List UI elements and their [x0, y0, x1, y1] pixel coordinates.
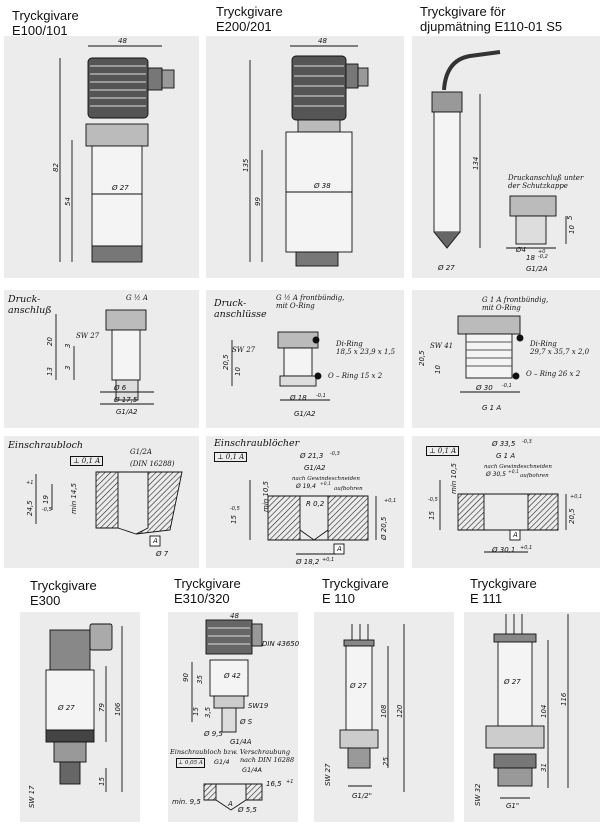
hole-c-d205-tol: +0,1: [570, 494, 583, 500]
e310-dia95: Ø 9,5: [204, 730, 223, 738]
connection-b-d205: 20,5: [222, 354, 230, 370]
hole-b-dia205: Ø 20,5: [380, 516, 388, 540]
e310-thread: G1/4A: [230, 738, 252, 746]
hole-b-note: nach Gewindeschneiden: [292, 476, 360, 482]
hole-a-d19-tol: -0,5: [42, 507, 52, 513]
connection-b-sw: SW 27: [232, 346, 256, 354]
hole-a-d245-tol: +1: [26, 480, 34, 486]
e310-thread2: G1/4: [214, 758, 230, 766]
e200-dim-total: 135: [242, 158, 250, 172]
e310-d35: 35: [196, 675, 204, 684]
e110-d25: 25: [382, 757, 390, 766]
connection-c-sw: SW 41: [430, 342, 454, 350]
hole-b-dmin105: min 10,5: [262, 480, 270, 512]
hole-c-d15: 15: [428, 511, 436, 520]
e310-d35b: 3,5: [204, 706, 212, 718]
e110-01-dim-d4: Ø4: [516, 246, 526, 254]
hole-c-dia335-tol: -0,3: [522, 439, 532, 445]
e310-title: Tryckgivare E310/320: [174, 576, 241, 606]
e110-01-dim-dia: Ø 27: [438, 264, 455, 272]
connection-a-d3b: 3: [64, 365, 72, 370]
e111-d116: 116: [560, 692, 568, 706]
connection-b-dia18: Ø 18: [290, 394, 307, 402]
hole-c-tol: ⊥ 0,1 A: [426, 446, 459, 456]
hole-c-d15-tol: -0,5: [428, 497, 438, 503]
hole-b-dia213: Ø 21,3: [300, 452, 324, 460]
hole-a-dmin145: min 14,5: [70, 482, 78, 514]
connection-b-dia18-tol: -0,1: [316, 393, 326, 399]
e111-thread: G1": [506, 802, 520, 810]
e200-drawing: [250, 46, 368, 266]
e310-tol: ⊥ 0,05 A: [178, 760, 203, 766]
e300-d15: 15: [98, 777, 106, 786]
e200-dim-dia: Ø 38: [314, 182, 331, 190]
e110-title: Tryckgivare E 110: [322, 576, 389, 606]
hole-b-aufbohren: aufbohren: [334, 486, 363, 492]
e110-dia27: Ø 27: [350, 682, 367, 690]
hole-c-dia301-tol: +0,1: [520, 545, 533, 551]
connection-b-drawing: [232, 332, 330, 400]
e110-thread: G1/2": [352, 792, 372, 800]
connection-c-d10: 10: [434, 365, 442, 374]
hole-a-d19: 19: [42, 495, 50, 504]
hole-b-dia182-tol: +0,1: [322, 557, 335, 563]
e200-dim-width: 48: [318, 37, 327, 45]
connection-b-d10: 10: [234, 367, 242, 376]
connection-a-thread-top: G ½ A: [126, 294, 148, 302]
connection-c-thread: G 1 A: [482, 404, 502, 412]
e300-dia27: Ø 27: [58, 704, 75, 712]
e110-d120: 120: [396, 704, 404, 718]
hole-b-dia182: Ø 18,2: [296, 558, 320, 566]
connection-c-di-ring: Di-Ring 29,7 x 35,7 x 2,0: [530, 340, 590, 356]
e310-din2: nach DIN 16288: [240, 756, 295, 764]
connection-c-dia30-tol: -0,1: [502, 383, 512, 389]
e110-01-dim-len: 134: [472, 156, 480, 170]
connection-c-o-ring: O – Ring 26 x 2: [526, 370, 581, 378]
e310-dias: Ø S: [240, 718, 253, 726]
hole-c-datum: A: [513, 531, 518, 539]
e100-drawing: [60, 46, 174, 262]
e310-thread3: G1/4A: [242, 766, 262, 774]
connection-b-thread: G1/A2: [294, 410, 316, 418]
e200-title: Tryckgivare E200/201: [216, 4, 283, 34]
e310-datum: A: [228, 800, 233, 808]
hole-b-r02: R 0,2: [306, 500, 325, 508]
hole-a-dia7: Ø 7: [156, 550, 169, 558]
e310-d165: 16,5: [266, 780, 282, 788]
e100-dim-mid: 54: [64, 197, 72, 206]
hole-b-thread: G1/A2: [304, 464, 326, 472]
connection-a-d13: 13: [46, 367, 54, 376]
e300-sw: SW 17: [28, 785, 36, 808]
e110-01-dim-10: 10: [568, 225, 576, 234]
e110-d108: 108: [380, 704, 388, 718]
e111-d104: 104: [540, 704, 548, 718]
hole-c-dia305: Ø 30,5: [486, 471, 506, 478]
connection-a-heading: Druck- anschluß: [8, 294, 52, 316]
hole-b-d15: 15: [230, 515, 238, 524]
e310-d48: 48: [230, 612, 239, 620]
hole-b-datum: A: [337, 545, 342, 553]
connection-c-d205: 20,5: [418, 350, 426, 366]
e100-dim-dia: Ø 27: [112, 184, 129, 192]
connection-c-dia30: Ø 30: [476, 384, 493, 392]
e310-d165-tol: +1: [286, 779, 294, 785]
hole-b-dia205-tol: +0,1: [384, 498, 397, 504]
hole-c-dia305-tol: +0,1: [508, 470, 519, 475]
e110-drawing: [340, 624, 404, 792]
hole-b-dia194: Ø 19,4: [296, 483, 316, 490]
e111-drawing: [486, 614, 568, 798]
hole-b-heading: Einschraublöcher: [214, 438, 300, 449]
hole-a-drawing: [36, 472, 182, 546]
e310-dia42: Ø 42: [224, 672, 241, 680]
hole-b-dia194-tol: +0,1: [320, 482, 331, 487]
e110-01-drawing: [432, 52, 566, 248]
hole-b-tol: ⊥ 0,1 A: [214, 452, 247, 462]
e310-caption: Einschraubloch bzw. Verschraubung: [170, 748, 290, 756]
connection-a-d20: 20: [46, 337, 54, 346]
hole-c-d205: 20,5: [568, 508, 576, 524]
connection-a-thread: G1/A2: [116, 408, 138, 416]
e310-dia55: Ø 5,5: [238, 806, 257, 814]
hole-a-thread: G1/2A: [130, 448, 152, 456]
e111-title: Tryckgivare E 111: [470, 576, 537, 606]
e110-01-dim-5: 5: [566, 215, 574, 220]
connection-c-thread-top: G 1 A frontbündig, mit O-Ring: [482, 296, 549, 312]
e310-drawing: [192, 620, 262, 810]
hole-c-dia335: Ø 33,5: [492, 440, 516, 448]
e310-dmin95: min. 9,5: [172, 798, 201, 806]
connection-a-dia6: Ø 6: [114, 384, 127, 392]
hole-b-d15-tol: -0,5: [230, 506, 240, 512]
connection-b-di-ring: Di-Ring 18,5 x 23,9 x 1,5: [336, 340, 396, 356]
e110-01-note: Druckanschluß unter der Schutzkappe: [508, 174, 584, 190]
hole-a-heading: Einschraubloch: [8, 440, 84, 451]
hole-a-tol: ⊥ 0,1 A: [70, 456, 103, 466]
e300-d106: 106: [114, 702, 122, 716]
e111-dia27: Ø 27: [504, 678, 521, 686]
e100-dim-width: 48: [118, 37, 127, 45]
hole-a-datum: A: [153, 537, 158, 545]
connection-b-heading: Druck- anschlüsse: [214, 298, 267, 320]
e110-01-dim-18-tol: +0 -0,2: [538, 249, 548, 260]
e100-title: Tryckgivare E100/101: [12, 8, 79, 38]
e310-sw: SW19: [248, 702, 269, 710]
hole-c-note: nach Gewindeschneiden: [484, 464, 552, 470]
hole-c-thread: G 1 A: [496, 452, 516, 460]
connection-b-thread-top: G ½ A frontbündig, mit O-Ring: [276, 294, 345, 310]
hole-c-aufbohren: aufbohren: [520, 473, 549, 479]
e111-d31: 31: [540, 763, 548, 772]
connection-a-d3a: 3: [64, 343, 72, 348]
e111-sw: SW 32: [474, 783, 482, 806]
connection-a-sw: SW 27: [76, 332, 100, 340]
e300-title: Tryckgivare E300: [30, 578, 97, 608]
e100-dim-total: 82: [52, 163, 60, 172]
e310-din: DIN 43650: [262, 640, 300, 648]
e110-01-title: Tryckgivare för djupmätning E110-01 S5: [420, 4, 563, 34]
e110-01-dim-18: 18: [526, 254, 535, 262]
e110-sw: SW 27: [324, 763, 332, 786]
hole-a-d245: 24,5: [26, 500, 34, 516]
e310-d15: 15: [192, 707, 200, 716]
connection-b-o-ring: O – Ring 15 x 2: [328, 372, 383, 380]
hole-a-din: (DIN 16288): [130, 460, 175, 468]
hole-b-dia213-tol: -0,3: [330, 451, 340, 457]
e200-dim-mid: 99: [254, 197, 262, 206]
connection-c-drawing: [458, 316, 523, 392]
e300-d79: 79: [98, 703, 106, 712]
connection-a-drawing: [56, 310, 154, 404]
hole-c-dia301: Ø 30,1: [492, 546, 516, 554]
hole-c-drawing: [440, 480, 566, 552]
e110-01-thread: G1/2A: [526, 265, 548, 273]
connection-a-dia175: Ø 17,5: [114, 396, 138, 404]
hole-c-dmin105: min 10,5: [450, 462, 458, 494]
e310-d90: 90: [182, 673, 190, 682]
